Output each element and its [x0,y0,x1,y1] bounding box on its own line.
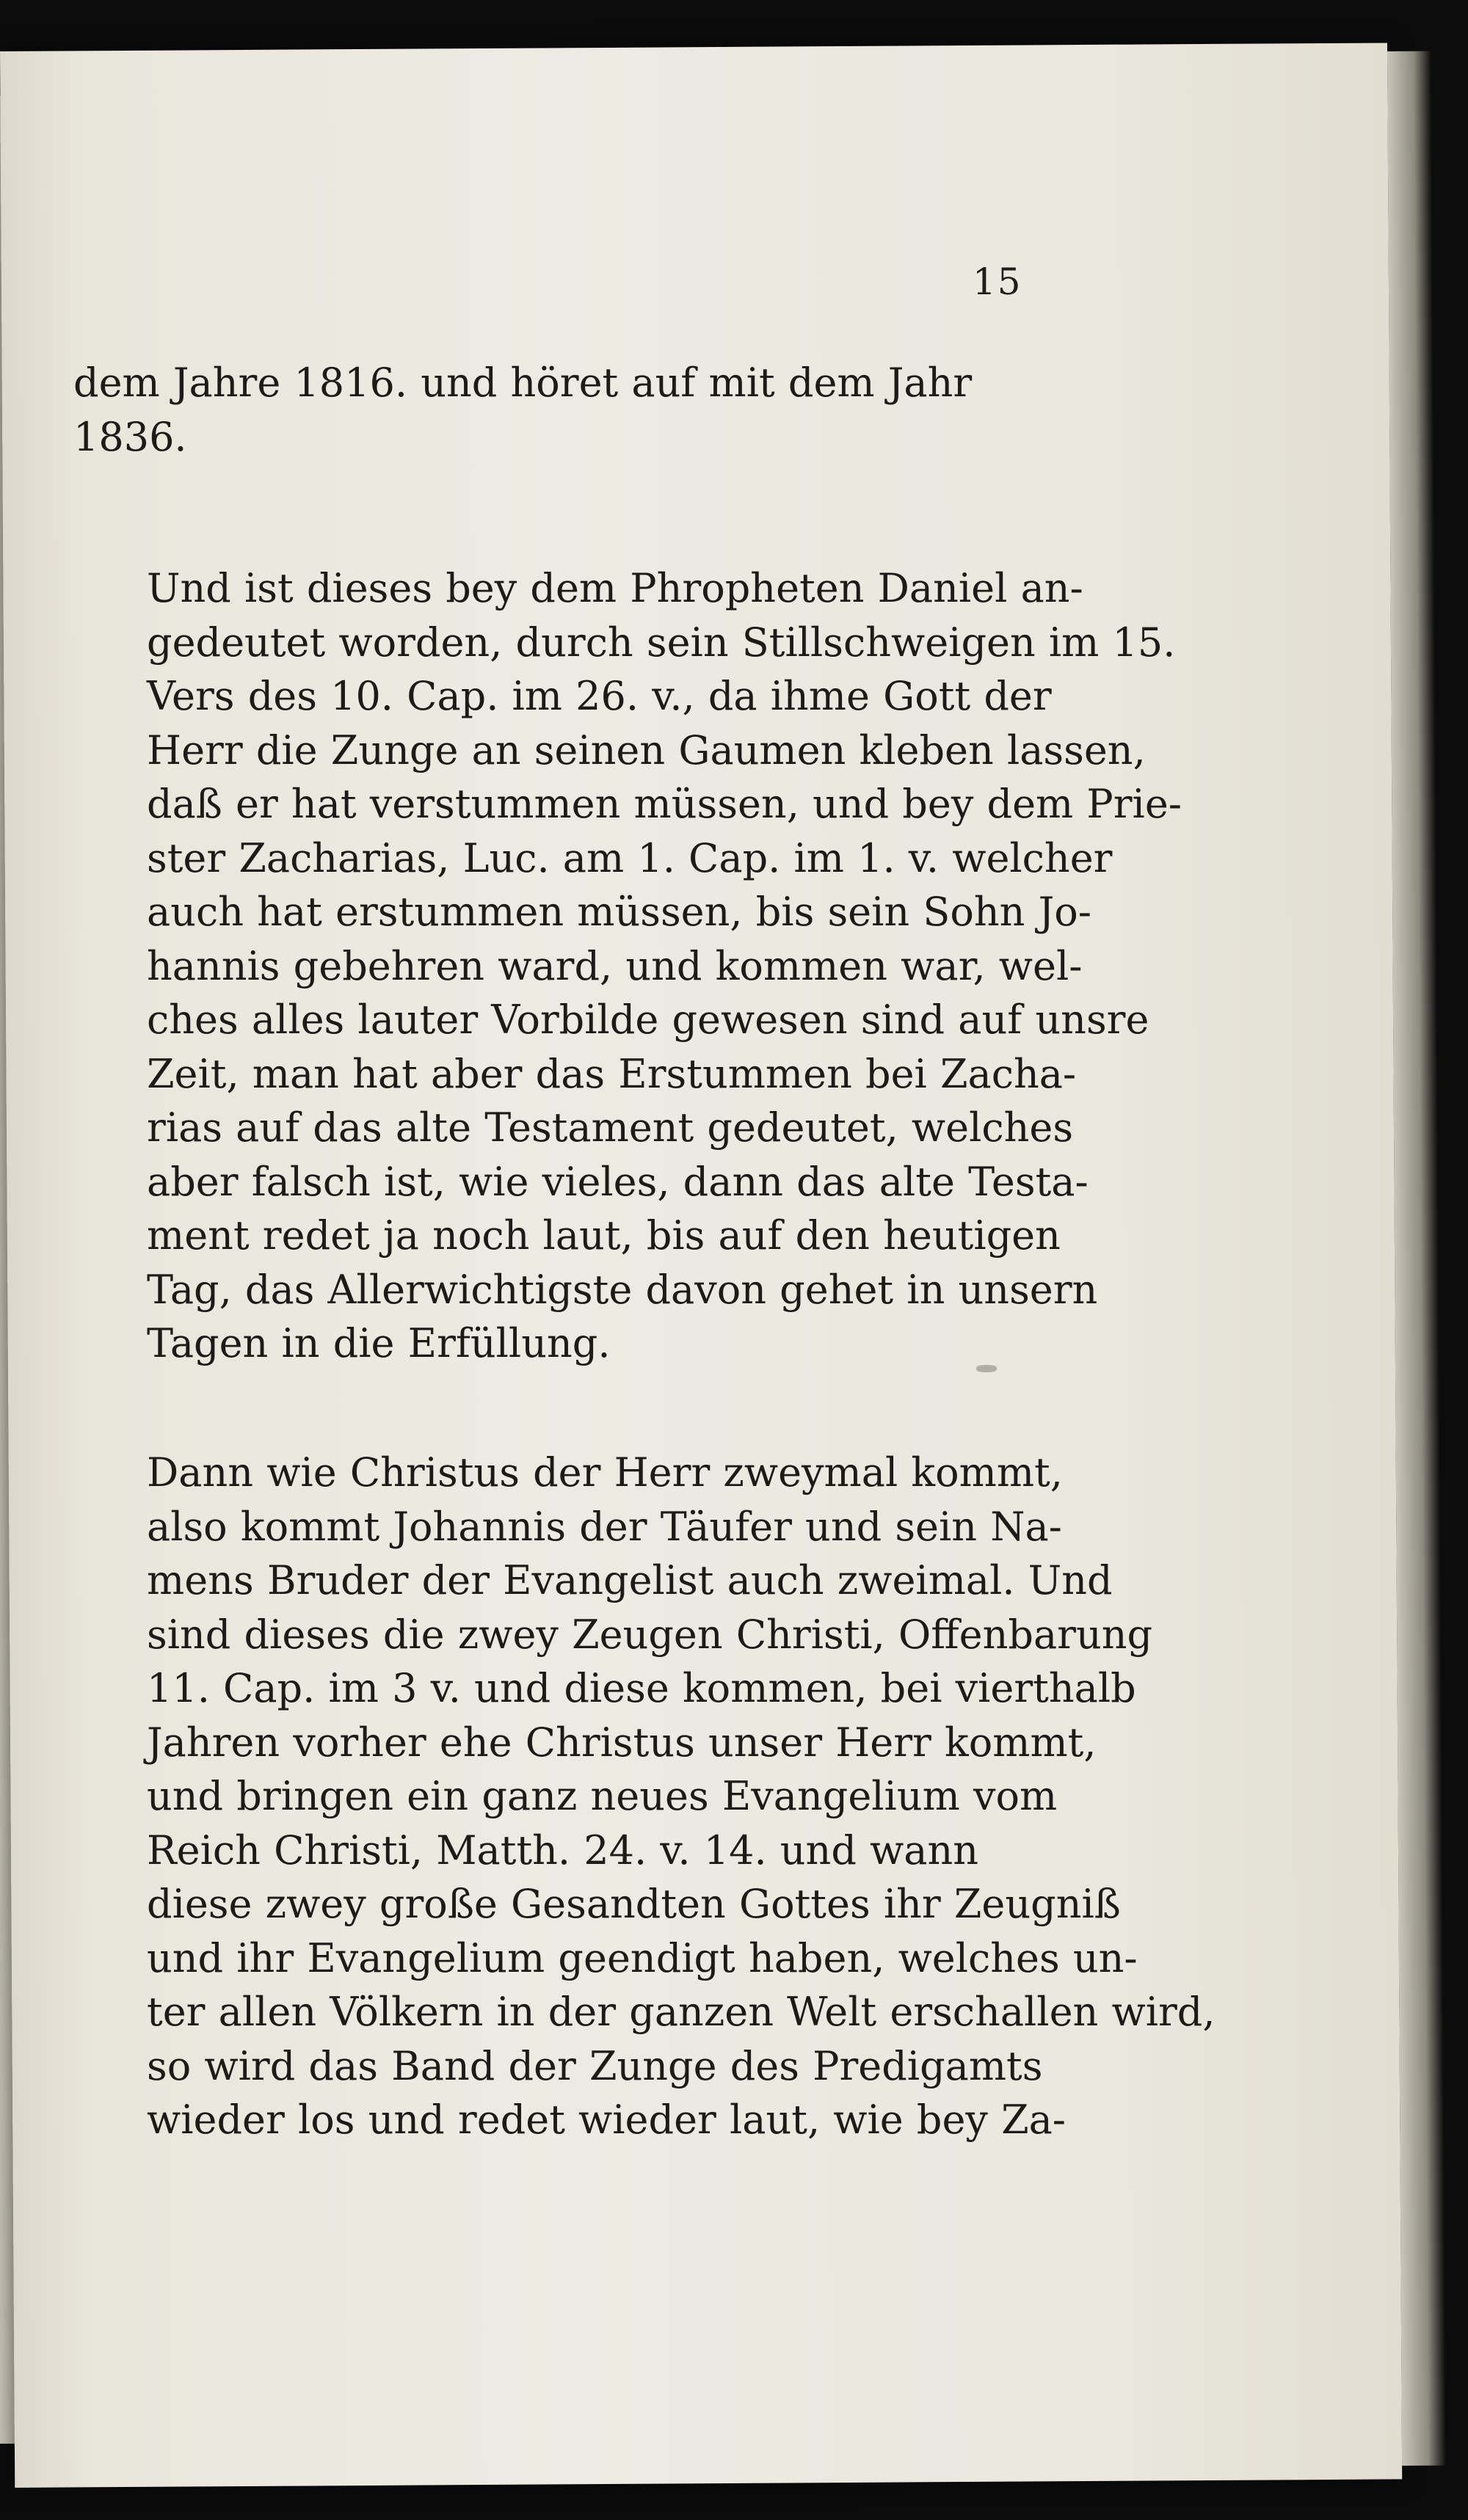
text-line: und ihr Evangelium geendigt haben, welches un- [147,1934,1138,1981]
text-line: gedeutet worden, durch sein Stillschweigen im 15. [147,619,1176,666]
text-line: ter allen Völkern in der ganzen Welt erschallen wird, [147,1989,1216,2035]
paragraph-3 [73,1446,1216,2147]
paragraph-2 [73,561,1182,1371]
text-line: hannis gebehren ward, und kommen war, wel- [147,942,1083,989]
text-line: Jahren vorher ehe Christus unser Herr kommt, [147,1719,1097,1766]
text-line: mens Bruder der Evangelist auch zweimal. Und [147,1557,1113,1603]
text-line: sind dieses die zwey Zeugen Christi, Offenbarung [147,1611,1153,1658]
text-line: daß er hat verstummen müssen, und bey dem Prie- [147,781,1182,827]
text-line: ches alles lauter Vorbilde gewesen sind auf unsre [147,997,1149,1043]
text-line: ment redet ja noch laut, bis auf den heutigen [147,1212,1061,1259]
text-line: Reich Christi, Matth. 24. v. 14. und wann [147,1827,979,1873]
text-line: dem Jahre 1816. und höret auf mit dem Jahr [73,360,973,406]
paragraph-1 [73,356,1072,464]
text-line: wieder los und redet wieder laut, wie bey Za- [147,2097,1067,2143]
text-line: Tag, das Allerwichtigste davon gehet in unsern [147,1266,1098,1313]
printer-ornament [976,1365,997,1372]
text-line: ster Zacharias, Luc. am 1. Cap. im 1. v. welcher [147,834,1113,881]
text-line: so wird das Band der Zunge des Predigamts [147,2042,1043,2089]
text-line: aber falsch ist, wie vieles, dann das alte Testa- [147,1158,1089,1205]
text-line: 1836. [73,413,187,460]
text-line: 11. Cap. im 3 v. und diese kommen, bei vierthalb [147,1665,1136,1711]
page-number: 15 [973,261,1022,303]
text-line: Und ist dieses bey dem Phropheten Daniel an- [147,565,1083,611]
text-line: Zeit, man hat aber das Erstummen bei Zacha- [147,1050,1077,1097]
text-line: und bringen ein ganz neues Evangelium vom [147,1773,1058,1819]
text-line: rias auf das alte Testament gedeutet, welches [147,1104,1074,1151]
text-line: Vers des 10. Cap. im 26. v., da ihme Gott der [147,673,1052,719]
text-line: also kommt Johannis der Täufer und sein Na- [147,1503,1062,1550]
text-line: Dann wie Christus der Herr zweymal kommt, [147,1449,1063,1496]
text-line: Herr die Zunge an seinen Gaumen kleben lassen, [147,726,1146,773]
text-line: Tagen in die Erfüllung. [147,1320,611,1366]
text-line: diese zwey große Gesandten Gottes ihr Zeugniß [147,1881,1121,1927]
text-line: auch hat erstummen müssen, bis sein Sohn Jo- [147,889,1091,935]
